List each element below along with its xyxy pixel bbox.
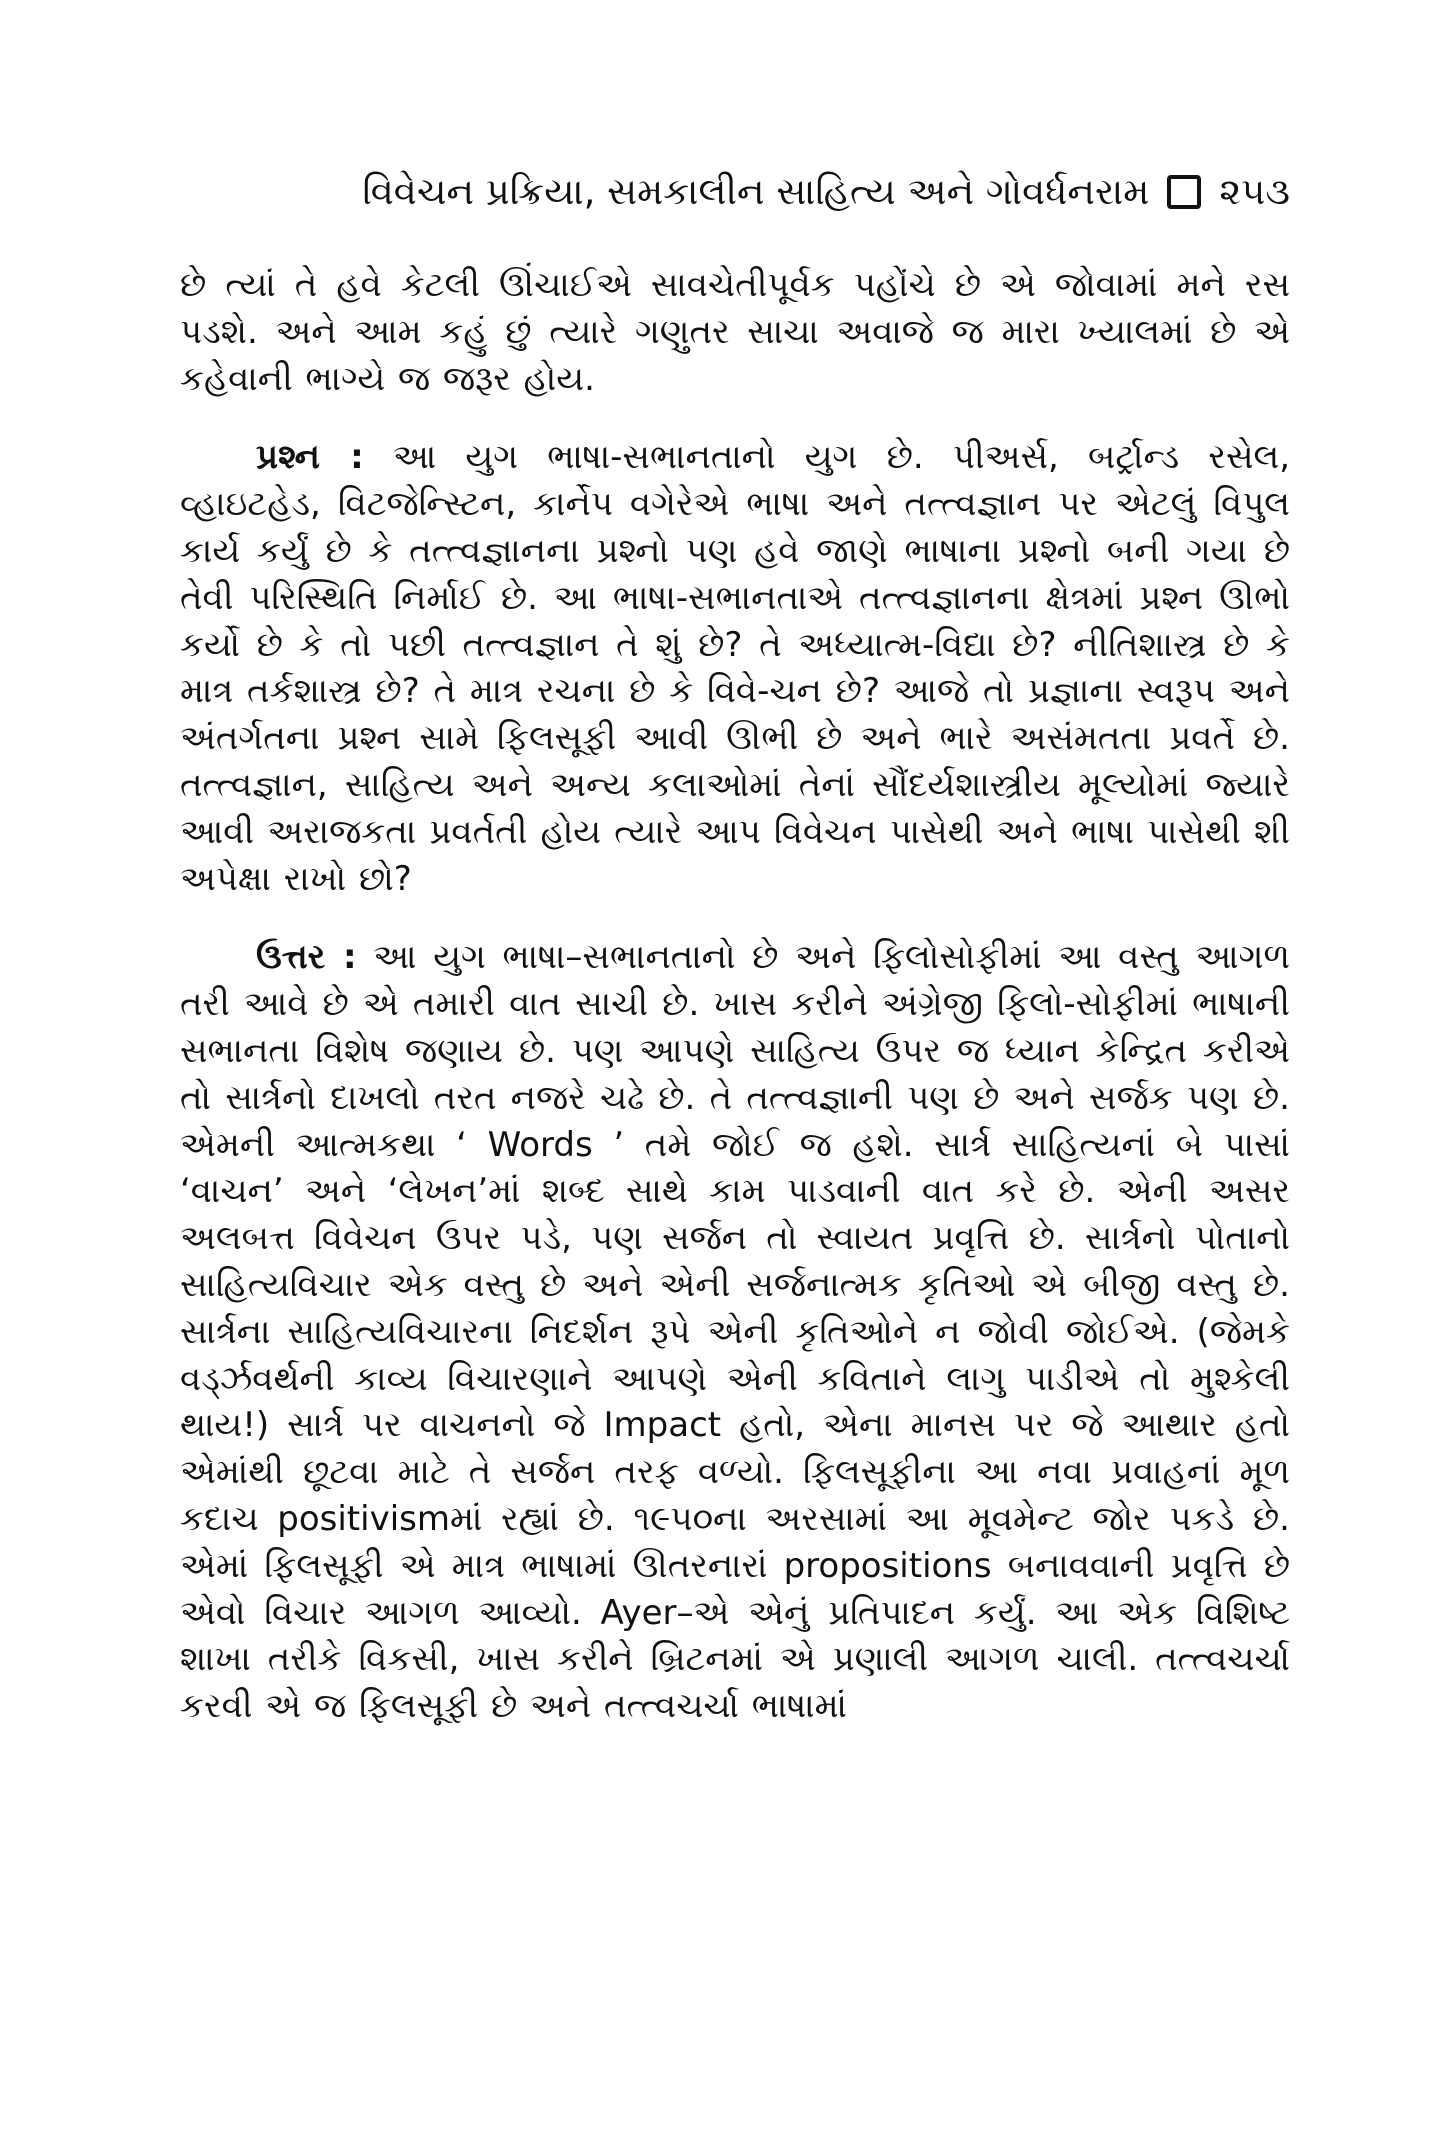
running-head bbox=[300, 170, 1290, 214]
paragraph-question bbox=[180, 434, 1290, 902]
running-head-title: વિવેચન પ્રક્રિયા, સમકાલીન સાહિત્ય અને ગોવર્ધનરામ bbox=[362, 170, 1150, 213]
page-number: ૨૫૩ bbox=[1219, 170, 1290, 213]
question-label: પ્રશ્ન : bbox=[256, 437, 364, 478]
paragraph-text: છે ત્યાં તે હવે કેટલી ઊંચાઈએ સાવચેતીપૂર્વક પહોંચે છે એ જોવામાં મને રસ પડશે. અને આમ કહું છું ત્યારે ગણુતર સાચા અવાજે જ મારા ખ્યાલમાં છે એ કહેવાની ભાગ્યે જ જરૂર હોય. bbox=[180, 265, 1290, 399]
paragraph-continuation bbox=[180, 262, 1290, 402]
paragraph-text: આ યુગ ભાષા-સભાનતાનો યુગ છે. પીઅર્સ, બર્ટ્રાન્ડ રસેલ, વ્હાઇટહેડ, વિટજેન્સ્ટિન, કાર્નેપ વગેરેએ ભાષા અને તત્ત્વજ્ઞાન પર એટલું વિપુલ કાર્ય કર્યું છે કે તત્ત્વજ્ઞાનના પ્રશ્નો પણ હવે જાણે ભાષાના પ્રશ્નો બની ગયા છે તેવી પરિસ્થિતિ નિર્માઈ છે. આ ભાષા-સભાનતાએ તત્ત્વજ્ઞાનના ક્ષેત્રમાં પ્રશ્ન ઊભો કર્યો છે કે તો પછી તત્ત્વજ્ઞાન તે શું છે? તે અધ્યાત્મ-વિદ્યા છે? નીતિશાસ્ત્ર છે કે માત્ર તર્કશાસ્ત્ર છે? તે માત્ર રચના છે કે વિવે-ચન છે? આજે તો પ્રજ્ઞાના સ્વરૂપ અને અંતર્ગતના પ્રશ્ન સામે ફિલસૂફી આવી ઊભી છે અને ભારે અસંમતતા પ્રવર્તે છે. તત્ત્વજ્ઞાન, સાહિત્ય અને અન્ય કલાઓમાં તેનાં સૌંદર્યશાસ્ત્રીય મૂલ્યોમાં જ્યારે આવી અરાજકતા પ્રવર્તતી હોય ત્યારે આપ વિવેચન પાસેથી અને ભાષા પાસેથી શી અપેક્ષા રાખો છો? bbox=[180, 437, 1291, 899]
body-text bbox=[180, 262, 1290, 1730]
answer-label: ઉત્તર : bbox=[256, 937, 357, 978]
paragraph-text: આ યુગ ભાષા–સભાનતાનો છે અને ફિલોસોફીમાં આ વસ્તુ આગળ તરી આવે છે એ તમારી વાત સાચી છે. ખાસ કરીને અંગ્રેજી ફિલો-સોફીમાં ભાષાની સભાનતા વિશેષ જણાય છે. પણ આપણે સાહિત્ય ઉપર જ ધ્યાન કેન્દ્રિત કરીએ તો સાર્ત્રનો દાખલો તરત નજરે ચઢે છે. તે તત્ત્વજ્ઞાની પણ છે અને સર્જક પણ છે. એમની આત્મકથા ‘ Words ’ તમે જોઈ જ હશે. સાર્ત્ર સાહિત્યનાં બે પાસાં ‘વાચન’ અને ‘લેખન’માં શબ્દ સાથે કામ પાડવાની વાત કરે છે. એની અસર અલબત્ત વિવેચન ઉપર પડે, પણ સર્જન તો સ્વાયત પ્રવૃત્તિ છે. સાર્ત્રનો પોતાનો સાહિત્યવિચાર એક વસ્તુ છે અને એની સર્જનાત્મક કૃતિઓ એ બીજી વસ્તુ છે. સાર્ત્રના સાહિત્યવિચારના નિદર્શન રૂપે એની કૃતિઓને ન જોવી જોઈએ. (જેમકે વર્ડ્ઝવર્થની કાવ્ય વિચારણાને આપણે એની કવિતાને લાગુ પાડીએ તો મુશ્કેલી થાય!) સાર્ત્ર પર વાચનનો જે Impact હતો, એના માનસ પર જે આથાર હતો એમાંથી છૂટવા માટે તે સર્જન તરફ વળ્યો. ફિલસૂફીના આ નવા પ્રવાહનાં મૂળ કદાચ positivismમાં રહ્યાં છે. ૧૯૫૦ના અરસામાં આ મૂવમેન્ટ જોર પકડે છે. એમાં ફિલસૂફી એ માત્ર ભાષામાં ઊતરનારાં propositions બનાવવાની પ્રવૃત્તિ છે એવો વિચાર આગળ આવ્યો. Ayer–એ એનું પ્રતિપાદન કર્યું. આ એક વિશિષ્ટ શાખા તરીકે વિકસી, ખાસ કરીને બ્રિટનમાં એ પ્રણાલી આગળ ચાલી. તત્ત્વચર્ચા કરવી એ જ ફિલસૂફી છે અને તત્ત્વચર્ચા ભાષામાં bbox=[180, 937, 1290, 1727]
box-ornament-icon bbox=[1167, 175, 1201, 209]
paragraph-answer bbox=[180, 934, 1290, 1730]
